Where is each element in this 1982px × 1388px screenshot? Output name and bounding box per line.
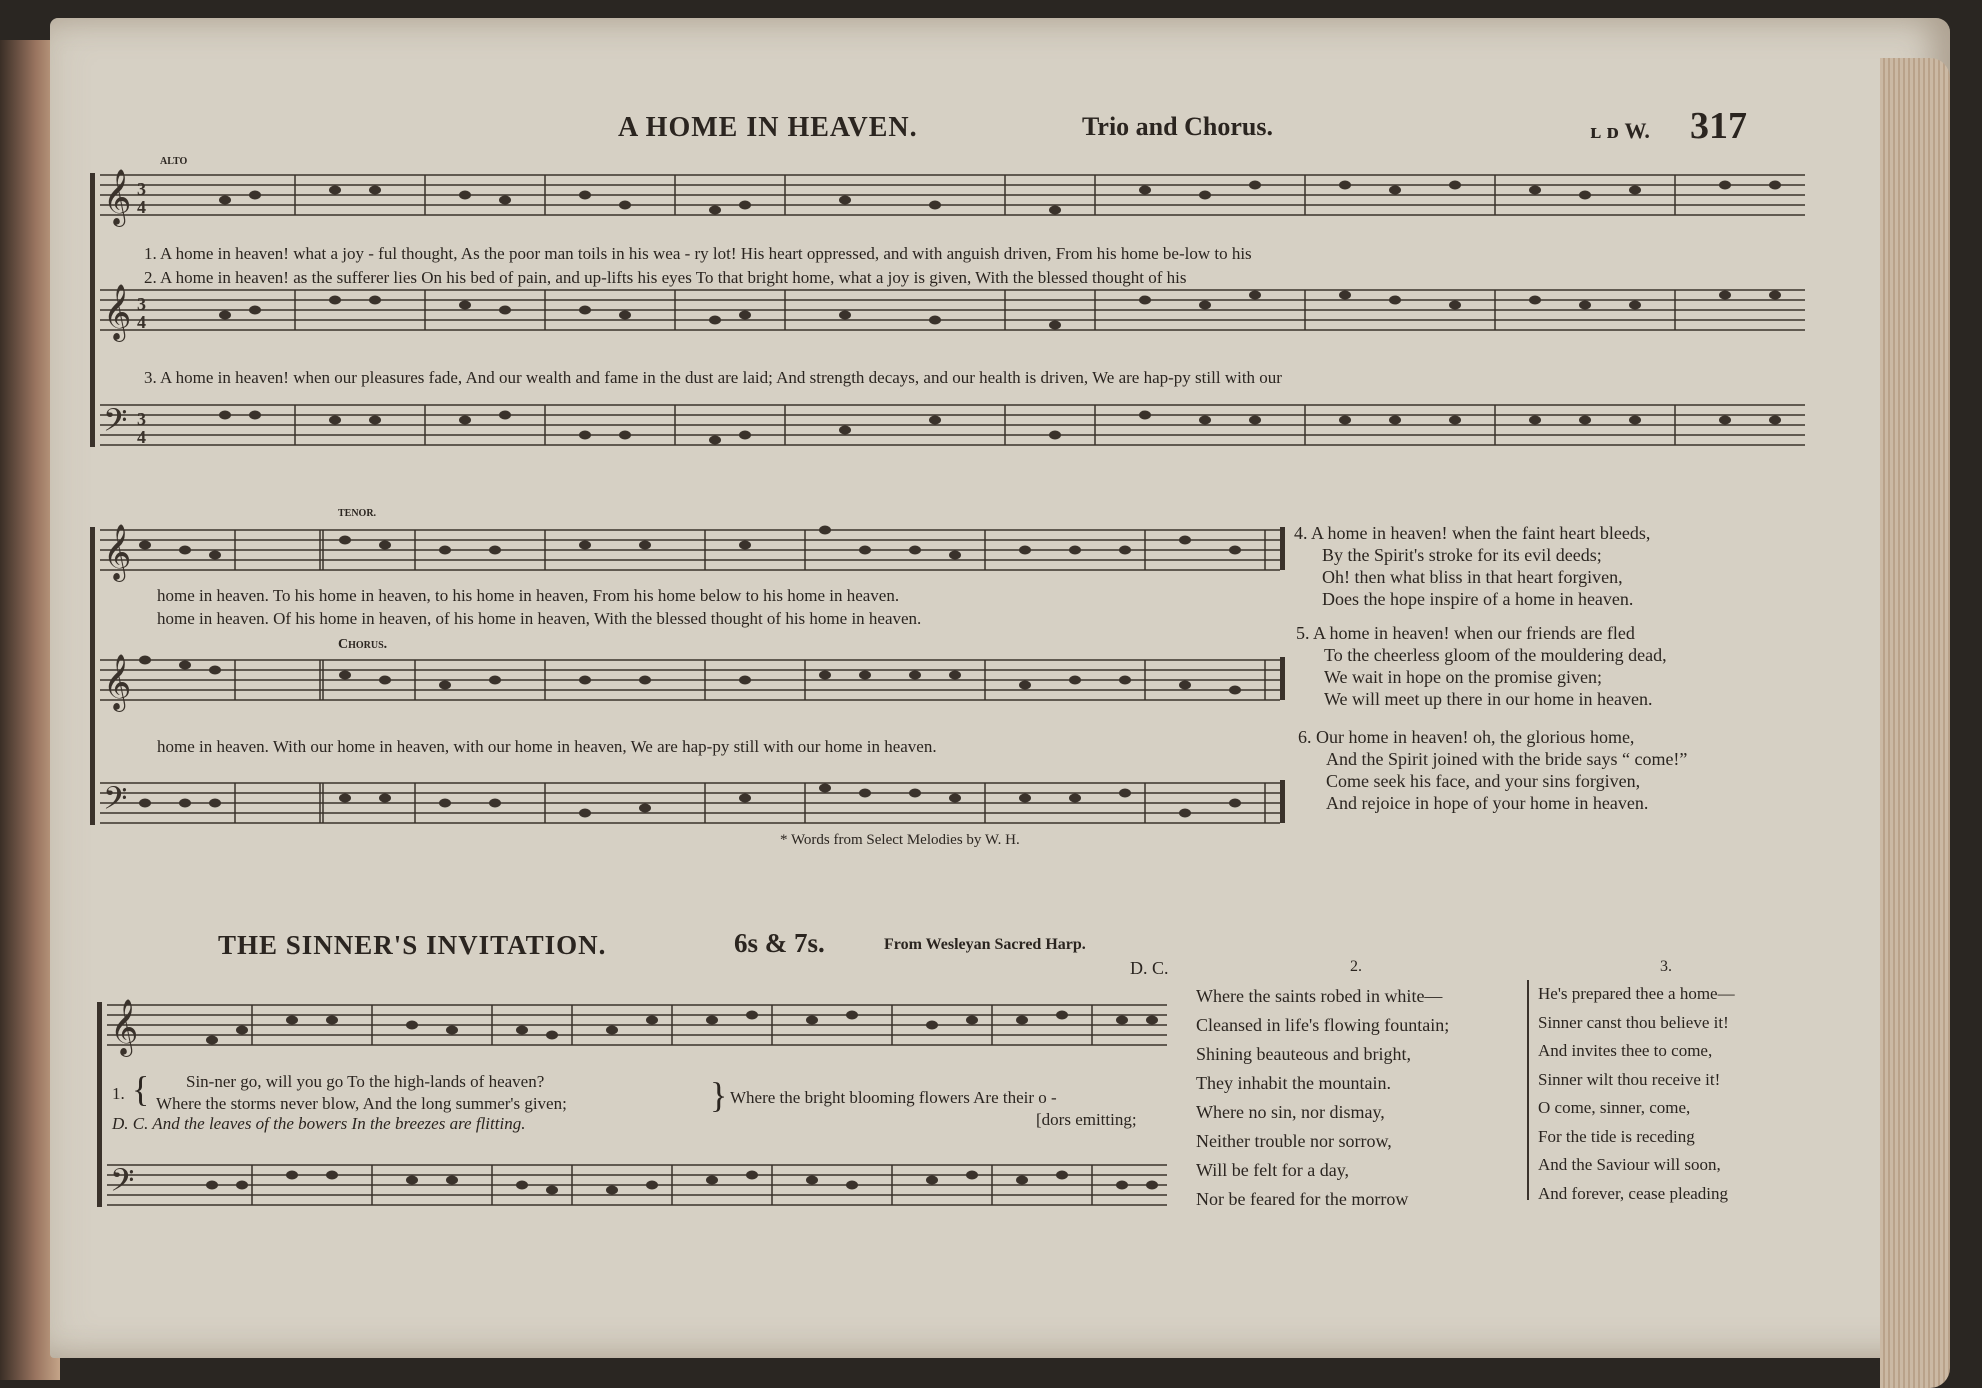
song2-source: From Wesleyan Sacred Harp. — [884, 936, 1086, 953]
song2-lyric-dc: D. C. And the leaves of the bowers In the breezes are flitting. — [112, 1114, 526, 1133]
song2-lyric-dors: [dors emitting; — [1036, 1110, 1137, 1129]
song1-line1-verse1: 1. A home in heaven! what a joy - ful thought, As the poor man toils in his wea - ry lot! His heart oppressed, and with anguish driven, From his home be-low to his — [144, 244, 1252, 263]
svg-text:4: 4 — [137, 312, 146, 332]
chorus-label: Chorus. — [338, 637, 388, 652]
svg-text:𝄢: 𝄢 — [103, 404, 128, 446]
song1-verse5: 5. A home in heaven! when our friends are fled To the cheerless gloom of the mouldering dead, We wait in hope on the promise given; We will meet up there in our home in heaven. — [1296, 623, 1667, 709]
song1-system2-staves — [85, 515, 1295, 835]
svg-text:𝄢: 𝄢 — [103, 782, 128, 824]
song2-verse3: He's prepared thee a home— Sinner canst thou believe it! And invites thee to come, Sinner wilt thou receive it! O come, sinner, come, For the tide is receding And the Saviour will soon, And forever, cease pleading — [1538, 984, 1735, 1203]
song2-lyric1: Sin-ner go, will you go To the high-lands of heaven? — [186, 1072, 545, 1091]
song2-dc-mark: D. C. — [1130, 958, 1169, 978]
svg-text:𝄞: 𝄞 — [103, 526, 132, 579]
svg-text:𝄢: 𝄢 — [110, 1164, 135, 1206]
svg-text:𝄞: 𝄞 — [103, 171, 132, 224]
page-number: 317 — [1690, 105, 1747, 147]
song2-brace-left: { — [132, 1069, 150, 1109]
song1-subtitle: Trio and Chorus. — [1082, 112, 1273, 141]
song1-system1-staves — [85, 165, 1815, 465]
alto-label: ALTO — [160, 156, 188, 167]
svg-text:3: 3 — [137, 409, 146, 429]
svg-text:𝄞: 𝄞 — [103, 286, 132, 339]
tenor-label: TENOR. — [338, 508, 377, 519]
song2-verse3-number: 3. — [1660, 958, 1672, 975]
song2-verse2: Where the saints robed in white— Cleansed in life's flowing fountain; Shining beauteous and bright, They inhabit the mountain. Where no sin, nor dismay, Neither trouble nor sorrow, Will be felt for a day, Nor be feared for the morrow — [1196, 986, 1450, 1209]
song2-meter: 6s & 7s. — [734, 928, 825, 958]
song2-verse-divider — [1527, 980, 1529, 1200]
song2-lyric-mid: Where the bright blooming flowers Are their o - — [730, 1088, 1057, 1107]
song1-title: A HOME IN HEAVEN. — [618, 112, 918, 143]
song2-lyric2: Where the storms never blow, And the long summer's given; — [156, 1094, 567, 1113]
svg-text:4: 4 — [137, 197, 146, 217]
song1-line1-verse2: 2. A home in heaven! as the sufferer lies On his bed of pain, and up-lifts his eyes To that bright home, what a joy is given, With the blessed thought of his — [144, 268, 1187, 287]
song1-line2-verse1: home in heaven. To his home in heaven, to his home in heaven, From his home below to his home in heaven. — [157, 586, 900, 605]
song2-title: THE SINNER'S INVITATION. — [218, 930, 607, 960]
song1-line1-verse3: 3. A home in heaven! when our pleasures fade, And our wealth and fame in the dust are laid; And strength decays, and our health is driven, We are hap-py still with our — [144, 368, 1282, 387]
song2-brace-right: } — [710, 1075, 728, 1115]
song1-footnote: * Words from Select Melodies by W. H. — [780, 832, 1020, 848]
svg-text:𝄞: 𝄞 — [110, 1001, 139, 1054]
song2-verse-number: 1. — [112, 1084, 125, 1103]
song2-verse2-number: 2. — [1350, 958, 1362, 975]
svg-text:4: 4 — [137, 427, 146, 447]
song1-line2-verse2: home in heaven. Of his home in heaven, of his home in heaven, With the blessed thought of his home in heaven. — [157, 609, 922, 628]
song1-line2-chorus: home in heaven. With our home in heaven, with our home in heaven, We are hap-py still with our home in heaven. — [157, 737, 937, 756]
song1-verse6: 6. Our home in heaven! oh, the glorious home, And the Spirit joined with the bride says “ come!” Come seek his face, and your sins forgiven, And rejoice in hope of your home in heaven. — [1298, 727, 1688, 813]
song1-verse4: 4. A home in heaven! when the faint heart bleeds, By the Spirit's stroke for its evil deeds; Oh! then what bliss in that heart forgiven, Does the hope inspire of a home in heaven. — [1294, 523, 1651, 609]
svg-text:𝄞: 𝄞 — [103, 656, 132, 709]
page-mark: ʟ ᴅ W. — [1590, 118, 1650, 143]
svg-text:3: 3 — [137, 294, 146, 314]
svg-text:3: 3 — [137, 179, 146, 199]
page-edge — [1880, 58, 1950, 1388]
